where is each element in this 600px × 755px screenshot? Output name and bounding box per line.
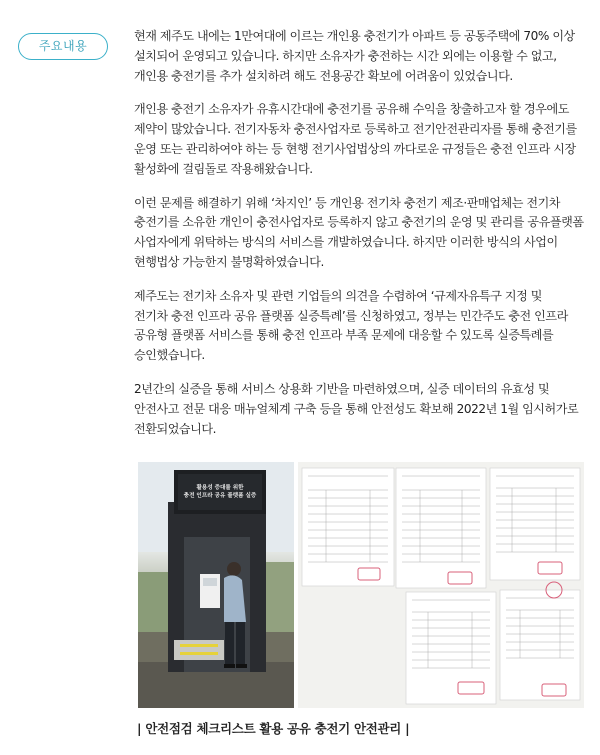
section-badge: 주요내용 (18, 33, 108, 60)
text-line: 전환되었습니다. (134, 421, 217, 436)
text-line: 이런 문제를 해결하기 위해 ‘차지인’ 등 개인용 전기차 충전기 제조·판매업체는 전기차 (134, 195, 561, 210)
paragraph (134, 27, 586, 86)
text-line: 개인용 충전기를 추가 설치하려 해도 전용공간 확보에 어려움이 있었습니다. (134, 68, 513, 83)
photo-caption: | 안전점검 체크리스트 활용 공유 충전기 안전관리 | (137, 721, 410, 736)
text-line: 사업자에게 위탁하는 방식의 서비스를 개발하였습니다. 하지만 이러한 방식의 사업이 (134, 235, 558, 250)
text-line: 현재 제주도 내에는 1만여대에 이르는 개인용 충전기가 아파트 등 공동주택에 70% 이상 (134, 29, 575, 43)
text-line: 승인했습니다. (134, 348, 205, 363)
text-line: 제주도는 전기차 소유자 및 관련 기업들의 의견을 수렴하여 ‘규제자유특구 지정 및 (134, 288, 543, 303)
text-line: 개인용 충전기 소유자가 유휴시간대에 충전기를 공유해 수익을 창출하고자 할 경우에도 (134, 102, 569, 117)
text-line: 전기차 충전 인프라 공유 플랫폼 실증특례’를 신청하였고, 정부는 민간주도 충전 인프라 (134, 308, 568, 323)
sign-title-2: 충전 인프라 공유 플랫폼 실증 (183, 493, 257, 499)
text-line: 활성화에 걸림돌로 작용해왔습니다. (134, 161, 313, 176)
charging-booth-illustration (138, 462, 294, 708)
text-line: 제약이 많았습니다. 전기자동차 충전사업자로 등록하고 전기안전관리자를 통해 충전기를 (134, 122, 577, 137)
paragraph (134, 380, 586, 439)
text-line: 현행법상 가능한지 불명확하였습니다. (134, 254, 324, 269)
checklist-documents-photo (298, 462, 584, 708)
checklist-documents-illustration (298, 462, 584, 708)
photo-area (138, 462, 584, 708)
text-line: 설치되어 운영되고 있습니다. 하지만 소유자가 충전하는 시간 외에는 이용할 수 없고, (134, 48, 557, 63)
sign-title-1: 활용성 증대를 위한 (196, 485, 244, 491)
paragraph (134, 100, 586, 179)
text-line: 충전기를 소유한 개인이 충전사업자로 등록하지 않고 충전기의 운영 및 관리를 공유플랫폼 (134, 215, 584, 230)
text-line: 안전사고 전문 대응 매뉴얼체계 구축 등을 통해 안전성도 확보해 2022년 1월 임시허가로 (134, 401, 579, 416)
charging-booth-photo (138, 462, 294, 708)
paragraph (134, 194, 586, 273)
text-line: 운영 또는 관리하여야 하는 등 현행 전기사업법상의 까다로운 규정들은 충전 인프라 시장 (134, 141, 576, 156)
text-line: 2년간의 실증을 통해 서비스 상용화 기반을 마련하였으며, 실증 데이터의 유효성 및 (134, 381, 550, 396)
paragraph (134, 287, 586, 366)
main-content (134, 27, 586, 453)
text-line: 공유형 플랫폼 서비스를 통해 충전 인프라 부족 문제에 대응할 수 있도록 실증특례를 (134, 328, 554, 343)
